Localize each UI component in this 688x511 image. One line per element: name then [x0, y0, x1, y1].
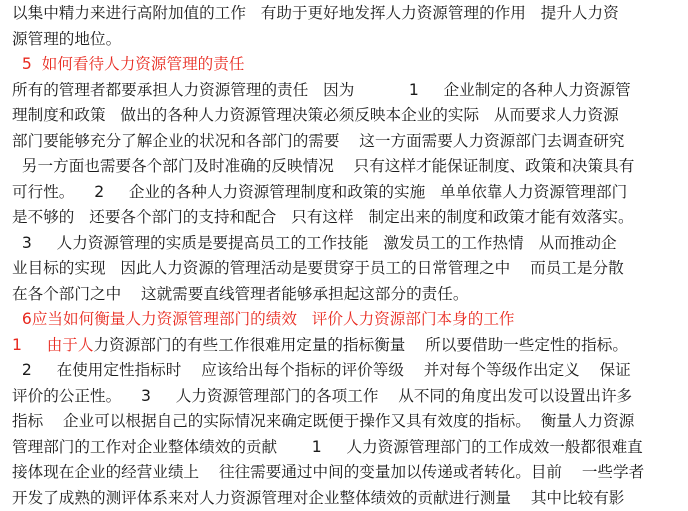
paragraph-line-mixed [12, 333, 684, 359]
paragraph-line: 业目标的实现 因此人力资源的管理活动是要贯穿于员工的日常管理之中 而员工是分散 [12, 259, 624, 277]
paragraph-line: 接体现在企业的经营业绩上 往往需要通过中间的变量加以传递或者转化。目前 一些学者 [12, 463, 645, 481]
document-body [12, 1, 684, 511]
paragraph-continuation: 力资源部门的有些工作很难用定量的指标衡量 所以要借助一些定性的指标。 [93, 335, 628, 354]
paragraph-line: 开发了成熟的测评体系来对人力资源管理对企业整体绩效的贡献进行测量 其中比较有影 [12, 488, 625, 507]
paragraph-line: 管理部门的工作对企业整体绩效的贡献 1 人力资源管理部门的工作成效一般都很难直 [12, 437, 643, 456]
paragraph-line: 是不够的 还要各个部门的支持和配合 只有这样 制定出来的制度和政策才能有效落实。 [12, 208, 634, 226]
highlighted-prefix: 1 由于人 [12, 335, 94, 354]
paragraph-line: 可行性。 2 企业的各种人力资源管理制度和政策的实施 单单依靠人力资源管理部门 [12, 182, 628, 201]
section-heading: 5 如何看待人力资源管理的责任 [12, 55, 245, 73]
paragraph-line: 另一方面也需要各个部门及时准确的反映情况 只有这样才能保证制度、政策和决策具有 [12, 157, 635, 175]
paragraph-line: 所有的管理者都要承担人力资源管理的责任 因为 1 企业制定的各种人力资源管 [12, 80, 631, 99]
paragraph-line: 以集中精力来进行高附加值的工作 有助于更好地发挥人力资源管理的作用 提升人力资 [12, 4, 619, 22]
paragraph-line: 2 在使用定性指标时 应该给出每个指标的评价等级 并对每个等级作出定义 保证 [12, 361, 631, 379]
paragraph-line: 3 人力资源管理的实质是要提高员工的工作技能 激发员工的工作热情 从而推动企 [12, 233, 617, 252]
paragraph-line: 评价的公正性。 3 人力资源管理部门的各项工作 从不同的角度出发可以设置出许多 [12, 386, 633, 405]
section-heading: 6应当如何衡量人力资源管理部门的绩效 评价人力资源部门本身的工作 [12, 310, 515, 328]
paragraph-line: 部门要能够充分了解企业的状况和各部门的需要 这一方面需要人力资源部门去调查研究 [12, 131, 625, 150]
paragraph-line: 源管理的地位。 [12, 29, 122, 48]
paragraph-line: 理制度和政策 做出的各种人力资源管理决策必须反映本企业的实际 从而要求人力资源 [12, 106, 619, 124]
paragraph-line: 指标 企业可以根据自己的实际情况来确定既便于操作又具有效度的指标。 衡量人力资源 [12, 412, 635, 430]
paragraph-line: 在各个部门之中 这就需要直线管理者能够承担起这部分的责任。 [12, 284, 469, 303]
